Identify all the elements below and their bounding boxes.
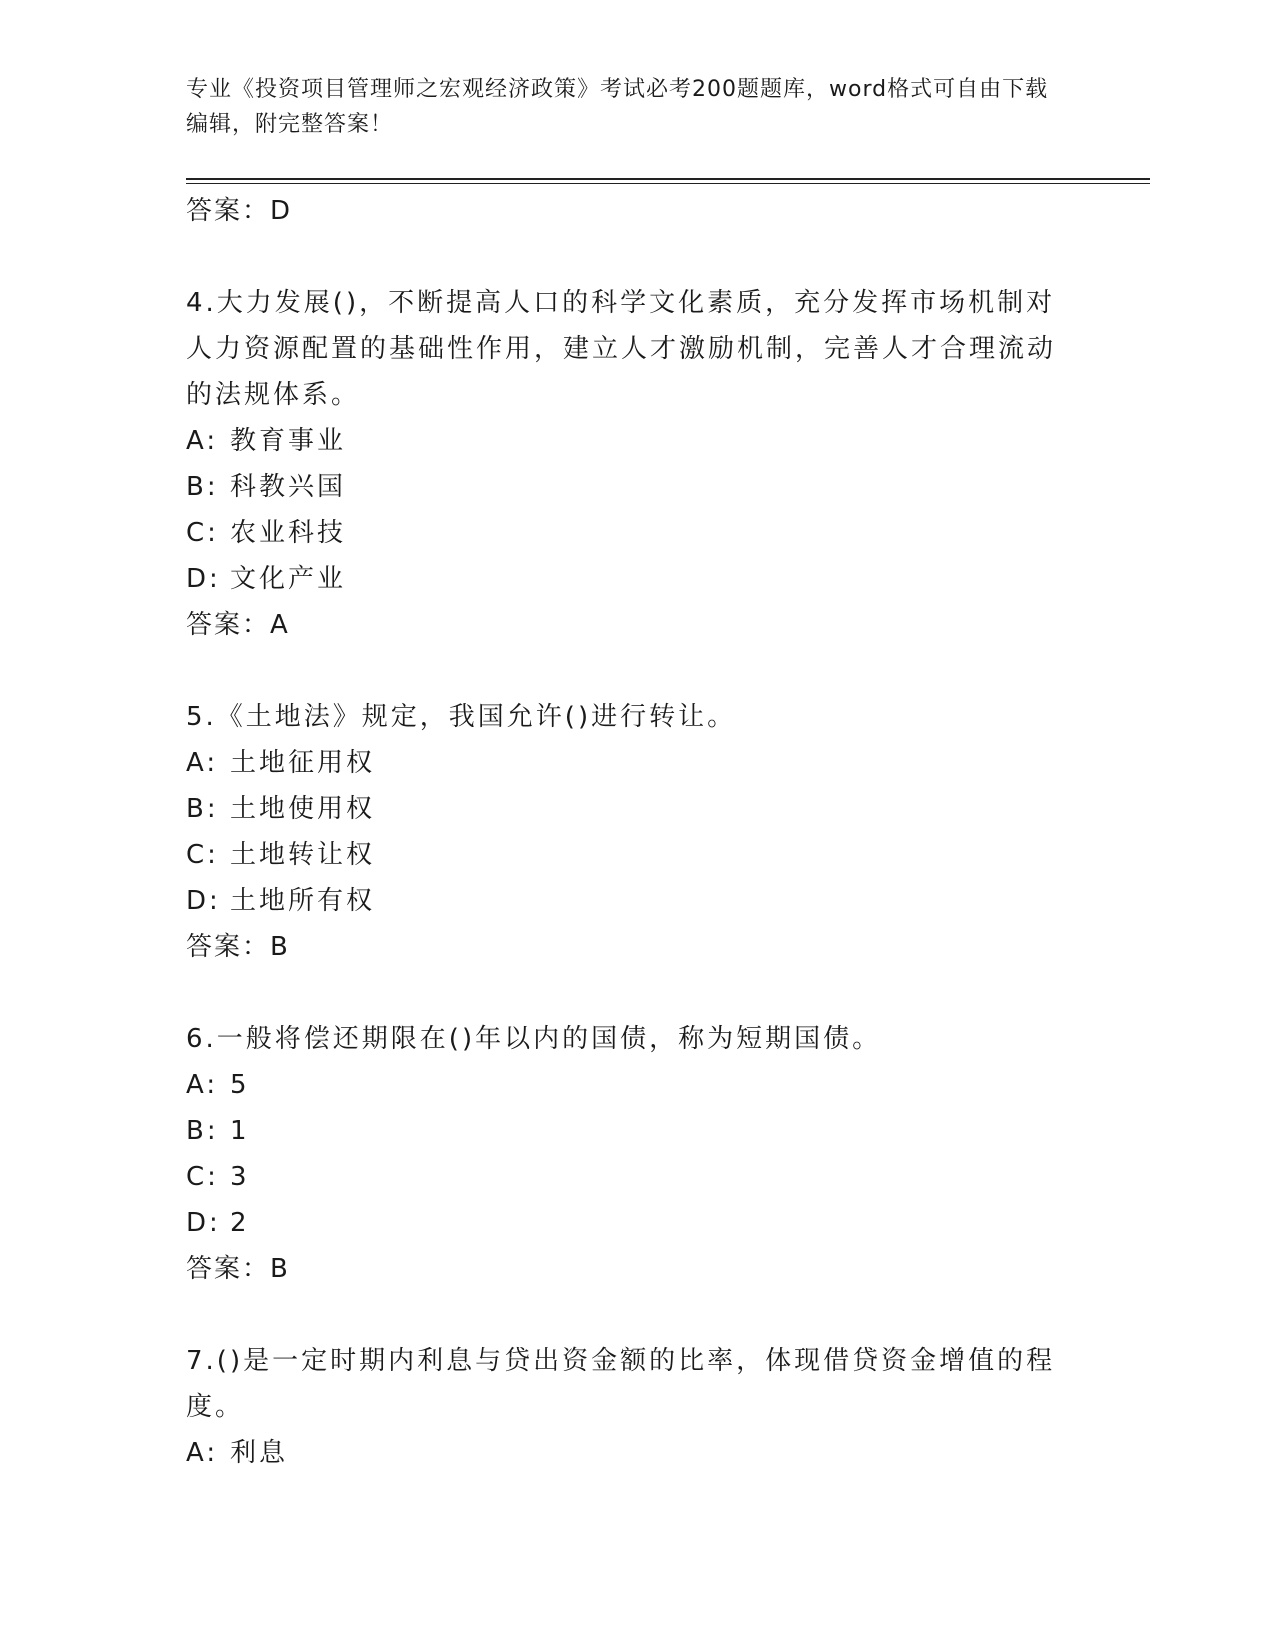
option-text: 土地所有权: [230, 886, 376, 916]
question-block: [186, 1016, 1066, 1292]
header-rule-thin: [186, 183, 1150, 184]
question-block: [186, 280, 1066, 648]
option-letter: B:: [186, 472, 219, 502]
question-block: [186, 694, 1066, 970]
question-stem: 7.()是一定时期内利息与贷出资金额的比率，体现借贷资金增值的程度。: [186, 1346, 1056, 1422]
option-row: [186, 464, 1066, 510]
option-letter: A:: [186, 748, 219, 778]
question-stem: 6.一般将偿还期限在()年以内的国债，称为短期国债。: [186, 1024, 882, 1054]
option-letter: C:: [186, 840, 219, 870]
option-text: 科教兴国: [230, 472, 347, 502]
header-text: 专业《投资项目管理师之宏观经济政策》考试必考200题题库，word格式可自由下载编辑，附完整答案！: [186, 77, 1049, 137]
option-letter: A:: [186, 1070, 219, 1100]
header-rule-thick: [186, 178, 1150, 180]
spacer: [186, 970, 1066, 1016]
spacer: [186, 234, 1066, 280]
option-text: 利息: [230, 1438, 289, 1468]
option-letter: B:: [186, 1116, 219, 1146]
option-row: [186, 510, 1066, 556]
option-row: [186, 418, 1066, 464]
question-list: [186, 188, 1066, 1476]
option-letter: D:: [186, 564, 221, 594]
option-letter: A:: [186, 1438, 219, 1468]
option-row: [186, 832, 1066, 878]
option-letter: C:: [186, 518, 219, 548]
option-text: 1: [230, 1116, 250, 1146]
option-text: 2: [230, 1208, 250, 1238]
option-text: 农业科技: [230, 518, 347, 548]
option-letter: D:: [186, 886, 221, 916]
answer-line: 答案：D: [186, 196, 293, 226]
option-letter: A:: [186, 426, 219, 456]
option-row: [186, 1430, 1066, 1476]
option-text: 土地征用权: [230, 748, 376, 778]
option-text: 土地转让权: [230, 840, 376, 870]
option-text: 3: [230, 1162, 250, 1192]
option-letter: B:: [186, 794, 219, 824]
option-text: 5: [230, 1070, 250, 1100]
question-block: [186, 1338, 1066, 1476]
question-stem: 5.《土地法》规定，我国允许()进行转让。: [186, 702, 737, 732]
option-letter: D:: [186, 1208, 221, 1238]
option-row: [186, 1154, 1066, 1200]
option-row: [186, 1200, 1066, 1246]
answer-line: 答案：A: [186, 610, 290, 640]
option-text: 教育事业: [230, 426, 347, 456]
question-stem: 4.大力发展()，不断提高人口的科学文化素质，充分发挥市场机制对人力资源配置的基础性作用，建立人才激励机制，完善人才合理流动的法规体系。: [186, 288, 1057, 410]
option-row: [186, 556, 1066, 602]
spacer: [186, 648, 1066, 694]
option-row: [186, 1062, 1066, 1108]
option-row: [186, 878, 1066, 924]
answer-line: 答案：B: [186, 1254, 290, 1284]
option-row: [186, 740, 1066, 786]
option-letter: C:: [186, 1162, 219, 1192]
option-row: [186, 786, 1066, 832]
document-header: [186, 72, 1066, 142]
option-row: [186, 1108, 1066, 1154]
answer-line: 答案：B: [186, 932, 290, 962]
option-text: 土地使用权: [230, 794, 376, 824]
spacer: [186, 1292, 1066, 1338]
option-text: 文化产业: [230, 564, 347, 594]
